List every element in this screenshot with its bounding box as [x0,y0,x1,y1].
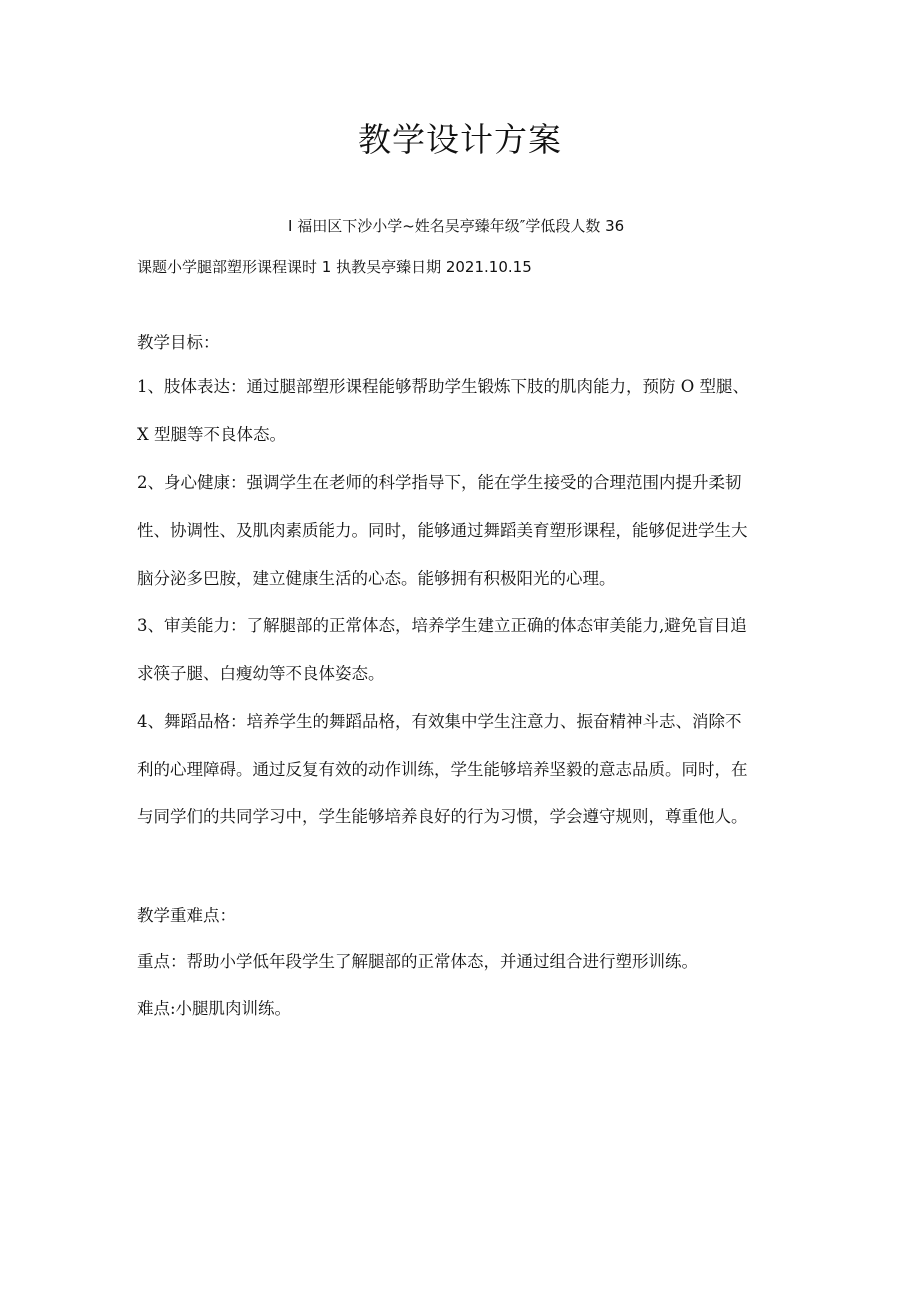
objective-line: 4、舞蹈品格：培养学生的舞蹈品格，有效集中学生注意力、振奋精神斗志、消除不 [137,712,742,731]
meta-school-info: I 福田区下沙小学~姓名吴亭臻年级″学低段人数 36 [288,217,625,235]
objective-line: 2、身心健康：强调学生在老师的科学指导下，能在学生接受的合理范围内提升柔韧 [137,473,742,492]
page-title: 教学设计方案 [358,120,562,159]
objectives-heading: 教学目标： [137,333,220,352]
objective-line: 利的心理障碍。通过反复有效的动作训练，学生能够培养坚毅的意志品质。同时，在 [137,760,748,779]
objective-line: 求筷子腿、白瘦幼等不良体姿态。 [137,664,385,683]
key-point-focus: 重点：帮助小学低年段学生了解腿部的正常体态，并通过组合进行塑形训练。 [137,952,698,971]
objective-line: 脑分泌多巴胺，建立健康生活的心态。能够拥有积极阳光的心理。 [137,569,616,588]
objective-line: X 型腿等不良体态。 [137,425,286,444]
objective-line: 性、协调性、及肌肉素质能力。同时，能够通过舞蹈美育塑形课程，能够促进学生大 [137,521,748,540]
meta-course-info: 课题小学腿部塑形课程课时 1 执教吴亭臻日期 2021.10.15 [137,258,532,276]
key-points-heading: 教学重难点： [137,906,236,925]
key-point-difficulty: 难点:小腿肌肉训练。 [137,999,292,1018]
objective-line: 与同学们的共同学习中，学生能够培养良好的行为习惯，学会遵守规则，尊重他人。 [137,807,748,826]
objective-line: 3、审美能力：了解腿部的正常体态，培养学生建立正确的体态审美能力,避免盲目追 [137,616,747,635]
objective-line: 1、肢体表达：通过腿部塑形课程能够帮助学生锻炼下肢的肌肉能力，预防 O 型腿、 [137,377,750,396]
